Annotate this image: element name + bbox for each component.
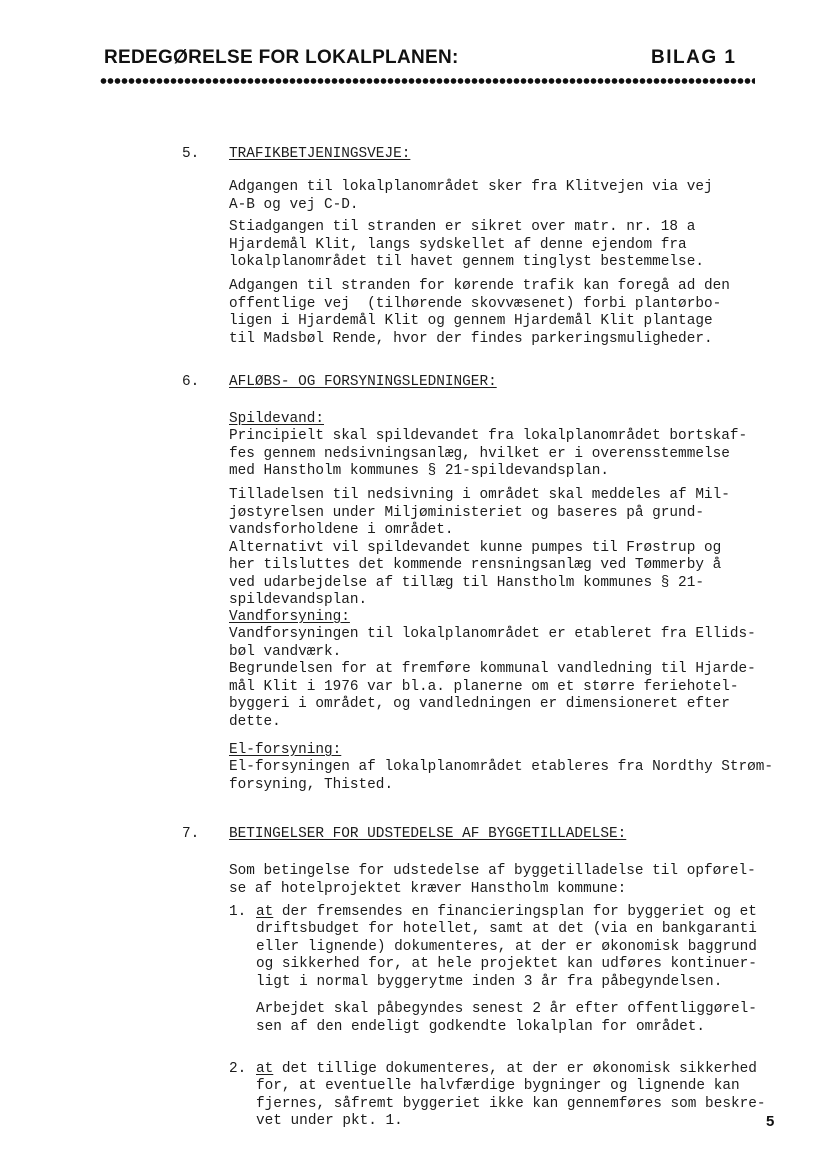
spildevand-paragraph-1: Principielt skal spildevandet fra lokalplanområdet bortskaf- fes gennem nedsivningsanlæg, hvilket er i overensstemmelse med Hanstholm kommunes § 21-spildevandsplan. [229,428,748,479]
section-5-paragraph-3: Adgangen til stranden for kørende trafik kan foregå ad den offentlige vej (tilhørende skovvæsenet) forbi plantørbo- ligen i Hjardemål Klit og gennem Hjardemål Klit plantage til Madsbøl Rende, hvor der findes parkeringsmuligheder. [229,278,730,347]
item-2-number: 2. [229,1061,247,1077]
item-2-first-text: det tillige dokumenteres, at der er økonomisk sikkerhed [273,1061,757,1077]
vandforsyning-label: Vandforsyning: [229,609,350,625]
section-5-number: 5. [182,146,200,162]
item-1-first-line [256,904,757,922]
spildevand-label: Spildevand: [229,411,324,427]
section-5-paragraph-1: Adgangen til lokalplanområdet sker fra Klitvejen via vej A-B og vej C-D. [229,179,713,213]
item-1-number: 1. [229,904,247,920]
spildevand-paragraph-2: Tilladelsen til nedsivning i området skal meddeles af Mil- jøstyrelsen under Miljøministeriet og baseres på grund- vandsforholdene i området. Alternativt vil spildevandet kunne pumpes til Frøstrup og her tilsluttes det kommende rensningsanlæg ved Tømmerby å ved udarbejdelse af tillæg til Hanstholm kommunes § 21- spildevandsplan. [229,487,730,608]
section-5-paragraph-2: Stiadgangen til stranden er sikret over matr. nr. 18 a Hjardemål Klit, langs sydskellet af denne ejendom fra lokalplanområdet til havet gennem tinglyst bestemmelse. [229,219,704,270]
el-forsyning-label: El-forsyning: [229,742,342,758]
document-header-bilag: BILAG 1 [651,47,737,68]
item-1-first-text: der fremsendes en financieringsplan for byggeriet og et [273,904,757,920]
section-7-intro: Som betingelse for udstedelse af byggetilladelse til opførel- se af hotelprojektet kræver Hanstholm kommune: [229,863,756,897]
item-2-paragraph: for, at eventuelle halvfærdige bygninger og lignende kan fjernes, såfremt byggeriet ikke kan gennemføres som beskre- vet under pkt. 1. [256,1078,766,1129]
item-1-paragraph: driftsbudget for hotellet, samt at det (via en bankgaranti eller lignende) dokumenteres, at der er økonomisk baggrund og sikkerhed for, at hele projektet kan udføres kontinuer- ligt i normal byggerytme inden 3 år fra påbegyndelsen. [256,921,757,990]
section-6-number: 6. [182,374,200,390]
document-header-title: REDEGØRELSE FOR LOKALPLANEN: [104,47,459,68]
page-number: 5 [766,1113,775,1130]
section-7-number: 7. [182,826,200,842]
section-7-heading: BETINGELSER FOR UDSTEDELSE AF BYGGETILLADELSE: [229,826,627,842]
section-6-heading: AFLØBS- OG FORSYNINGSLEDNINGER: [229,374,497,390]
section-5-heading: TRAFIKBETJENINGSVEJE: [229,146,411,162]
item-1-at: at [256,904,274,920]
item-2-at: at [256,1061,274,1077]
header-dotted-rule [100,75,755,87]
vandforsyning-paragraph: Vandforsyningen til lokalplanområdet er etableret fra Ellids- bøl vandværk. Begrundelsen for at fremføre kommunal vandledning til Hjarde- mål Klit i 1976 var bl.a. planerne om et større feriehotel- byggeri i området, og vandledningen er dimensioneret efter dette. [229,626,756,730]
el-forsyning-paragraph: El-forsyningen af lokalplanområdet etableres fra Nordthy Strøm- forsyning, Thisted. [229,759,774,793]
item-1-paragraph-2: Arbejdet skal påbegyndes senest 2 år efter offentliggørel- sen af den endeligt godkendte lokalplan for området. [256,1001,757,1035]
item-2-first-line [256,1061,757,1079]
